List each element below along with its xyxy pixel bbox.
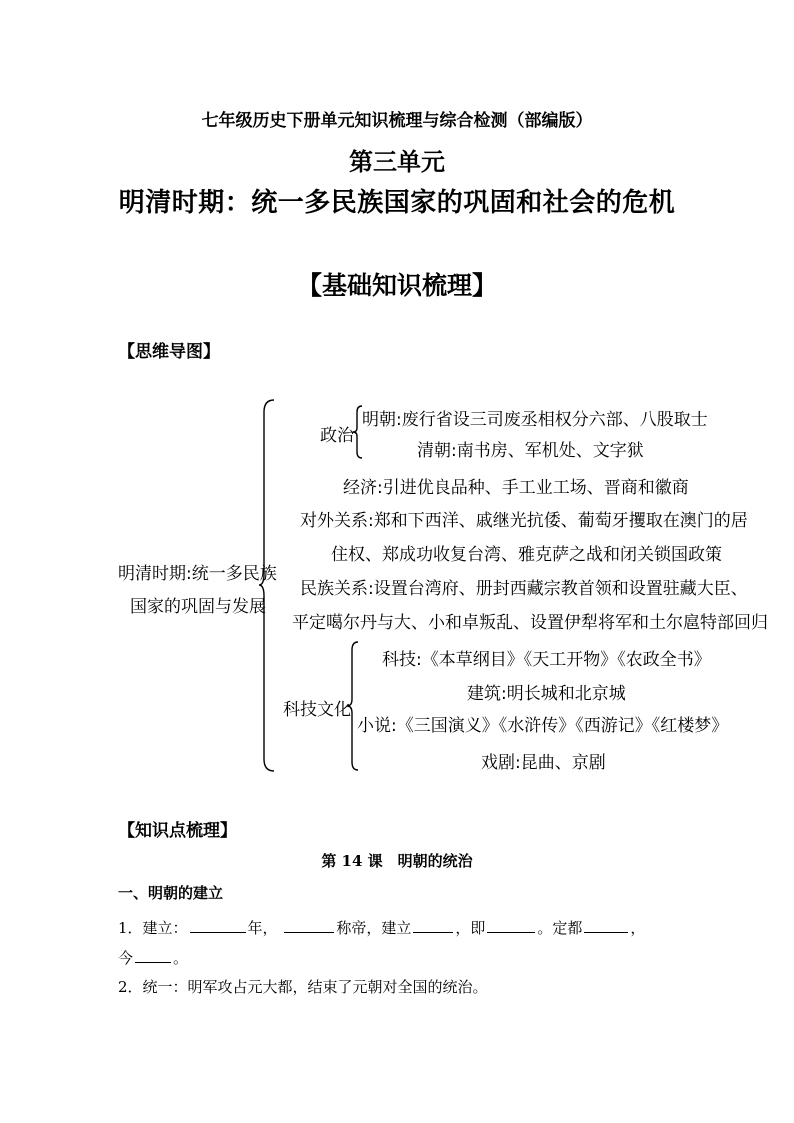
knowledge-heading: 【知识点梳理】 [118, 821, 237, 841]
mindmap-politics-label: 政治 [320, 426, 354, 446]
basic-knowledge-heading: 【基础知识梳理】 [296, 271, 497, 300]
mindmap-ethnic-line1: 民族关系:设置台湾府、册封西藏宗教首领和设置驻藏大臣、 [300, 579, 748, 599]
unit-heading: 第三单元 [349, 147, 445, 176]
item-founding-end: 。 [173, 949, 189, 967]
item-founding-namely: ，即 [455, 919, 486, 937]
mindmap-foreign-line2: 住权、郑成功收复台湾、雅克萨之战和闭关锁国政策 [331, 545, 722, 565]
item-founding-cont [118, 946, 188, 968]
mindmap-culture-tech: 科技:《本草纲目》《天工开物》《农政全书》 [382, 650, 711, 670]
mindmap-culture-drama: 戏剧:昆曲、京剧 [481, 753, 606, 773]
mindmap-main-brace [258, 398, 278, 773]
mindmap-culture-novel: 小说:《三国演义》《水浒传》《西游记》《红楼梦》 [357, 716, 729, 736]
mindmap-culture-brace [346, 640, 360, 774]
section-ming-founding: 一、明朝的建立 [118, 884, 224, 902]
item-founding-year-suffix: 年， [247, 919, 278, 937]
blank-dynasty[interactable] [413, 916, 453, 933]
blank-emperor[interactable] [284, 916, 334, 933]
mindmap-culture-arch: 建筑:明长城和北京城 [467, 684, 626, 704]
mindmap-economy: 经济:引进优良品种、手工业工场、晋商和徽商 [343, 478, 689, 498]
item-founding-proclaim: 称帝，建立 [336, 919, 412, 937]
item-founding-comma: ， [630, 919, 646, 937]
mindmap-culture-label: 科技文化 [283, 700, 351, 720]
mindmap-root-line1: 明清时期:统一多民族 [118, 564, 277, 584]
mindmap-politics-qing: 清朝:南书房、军机处、文字狱 [417, 441, 644, 461]
item-founding-capital: 。定都 [537, 919, 583, 937]
document-subtitle: 七年级历史下册单元知识梳理与综合检测（部编版） [201, 111, 593, 131]
blank-capital[interactable] [584, 916, 628, 933]
unit-title: 明清时期：统一多民族国家的巩固和社会的危机 [118, 188, 676, 218]
lesson-title: 第 14 课 明朝的统治 [321, 852, 473, 870]
mindmap-heading: 【思维导图】 [118, 342, 220, 362]
mindmap-ethnic-line2: 平定噶尔丹与大、小和卓叛乱、设置伊犁将军和土尔扈特部回归 [292, 613, 768, 633]
blank-today[interactable] [135, 946, 171, 963]
item-founding [118, 916, 645, 938]
item-founding-today: 今 [118, 949, 134, 967]
mindmap-foreign-line1: 对外关系:郑和下西洋、戚继光抗倭、葡萄牙攫取在澳门的居 [300, 511, 748, 531]
item-founding-prefix: 1．建立： [118, 919, 188, 937]
item-unification: 2．统一：明军攻占元大都，结束了元朝对全国的统治。 [118, 978, 488, 996]
mindmap-politics-ming: 明朝:废行省设三司废丞相权分六部、八股取士 [362, 410, 708, 430]
mindmap-root-line2: 国家的巩固与发展 [130, 597, 266, 617]
blank-year[interactable] [190, 916, 246, 933]
blank-name[interactable] [487, 916, 535, 933]
